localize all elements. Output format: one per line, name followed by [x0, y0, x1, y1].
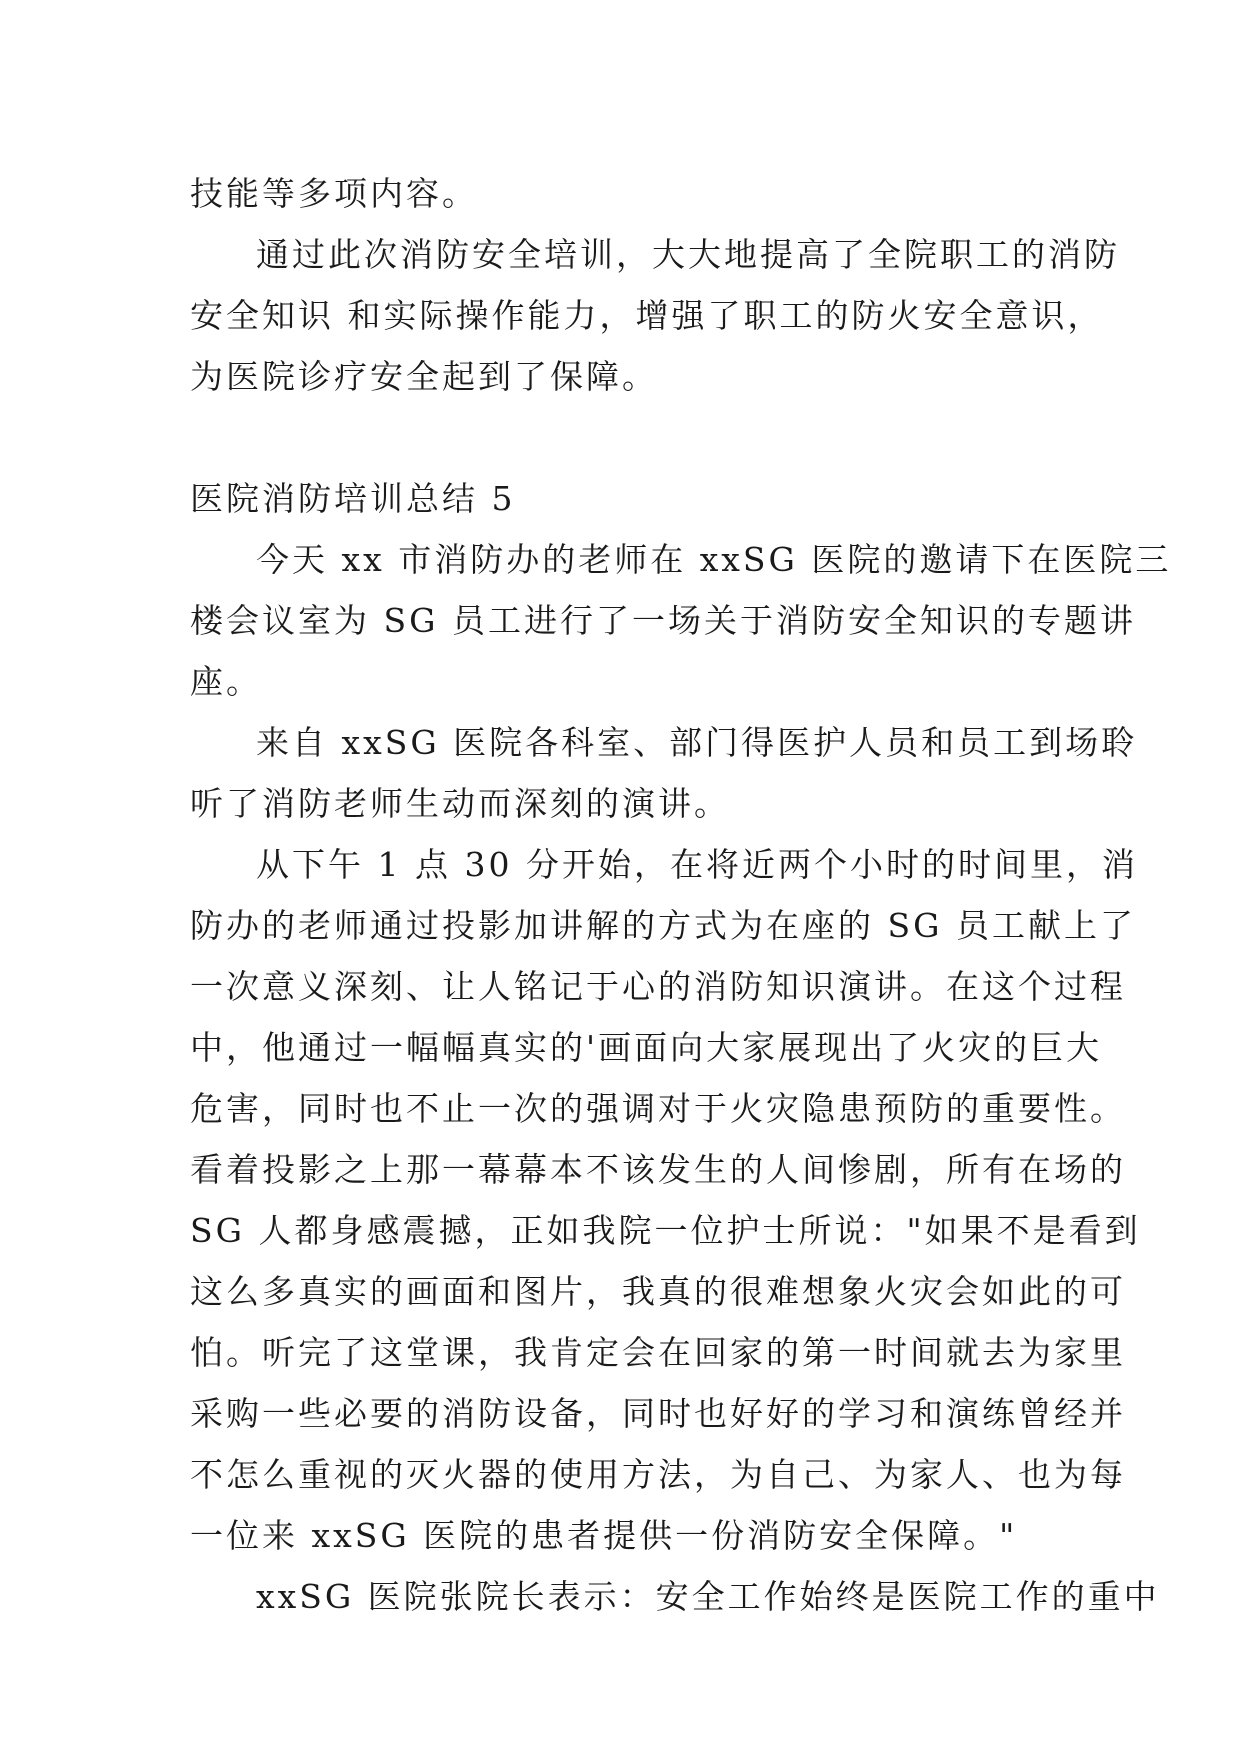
paragraph-2-line-2: 安全知识 和实际操作能力，增强了职工的防火安全意识，: [190, 296, 1104, 335]
blank-line: [190, 407, 1060, 468]
paragraph-5-line-10: 采购一些必要的消防设备，同时也好好的学习和演练曾经并: [190, 1394, 1126, 1433]
paragraph-5-line-5: 危害，同时也不止一次的强调对于火灾隐患预防的重要性。: [190, 1089, 1126, 1128]
paragraph-5-line-7: SG 人都身感震撼，正如我院一位护士所说："如果不是看到: [190, 1211, 1141, 1250]
paragraph-4-line-2: 听了消防老师生动而深刻的演讲。: [190, 784, 730, 823]
paragraph-5-line-2: 防办的老师通过投影加讲解的方式为在座的 SG 员工献上了: [190, 906, 1136, 945]
paragraph-2-line-1: 通过此次消防安全培训，大大地提高了全院职工的消防: [256, 235, 1120, 274]
paragraph-5-line-11: 不怎么重视的灭火器的使用方法，为自己、为家人、也为每: [190, 1455, 1126, 1494]
paragraph-1-line-1: 技能等多项内容。: [190, 174, 478, 213]
paragraph-5-line-12: 一位来 xxSG 医院的患者提供一份消防安全保障。": [190, 1516, 1018, 1555]
paragraph-3-line-3: 座。: [190, 662, 262, 701]
paragraph-2-line-3: 为医院诊疗安全起到了保障。: [190, 357, 658, 396]
paragraph-5-line-3: 一次意义深刻、让人铭记于心的消防知识演讲。在这个过程: [190, 967, 1126, 1006]
section-heading: 医院消防培训总结 5: [190, 479, 516, 518]
paragraph-3-line-1: 今天 xx 市消防办的老师在 xxSG 医院的邀请下在医院三: [256, 540, 1172, 579]
document-body: [190, 163, 1172, 1627]
paragraph-5-line-9: 怕。听完了这堂课，我肯定会在回家的第一时间就去为家里: [190, 1333, 1126, 1372]
paragraph-5-line-6: 看着投影之上那一幕幕本不该发生的人间惨剧，所有在场的: [190, 1150, 1126, 1189]
paragraph-5-line-1: 从下午 1 点 30 分开始，在将近两个小时的时间里，消: [256, 845, 1138, 884]
paragraph-5-line-4: 中，他通过一幅幅真实的'画面向大家展现出了火灾的巨大: [190, 1028, 1103, 1067]
paragraph-6-line-1: xxSG 医院张院长表示：安全工作始终是医院工作的重中: [256, 1577, 1160, 1616]
paragraph-5-line-8: 这么多真实的画面和图片，我真的很难想象火灾会如此的可: [190, 1272, 1126, 1311]
paragraph-3-line-2: 楼会议室为 SG 员工进行了一场关于消防安全知识的专题讲: [190, 601, 1136, 640]
paragraph-4-line-1: 来自 xxSG 医院各科室、部门得医护人员和员工到场聆: [256, 723, 1138, 762]
